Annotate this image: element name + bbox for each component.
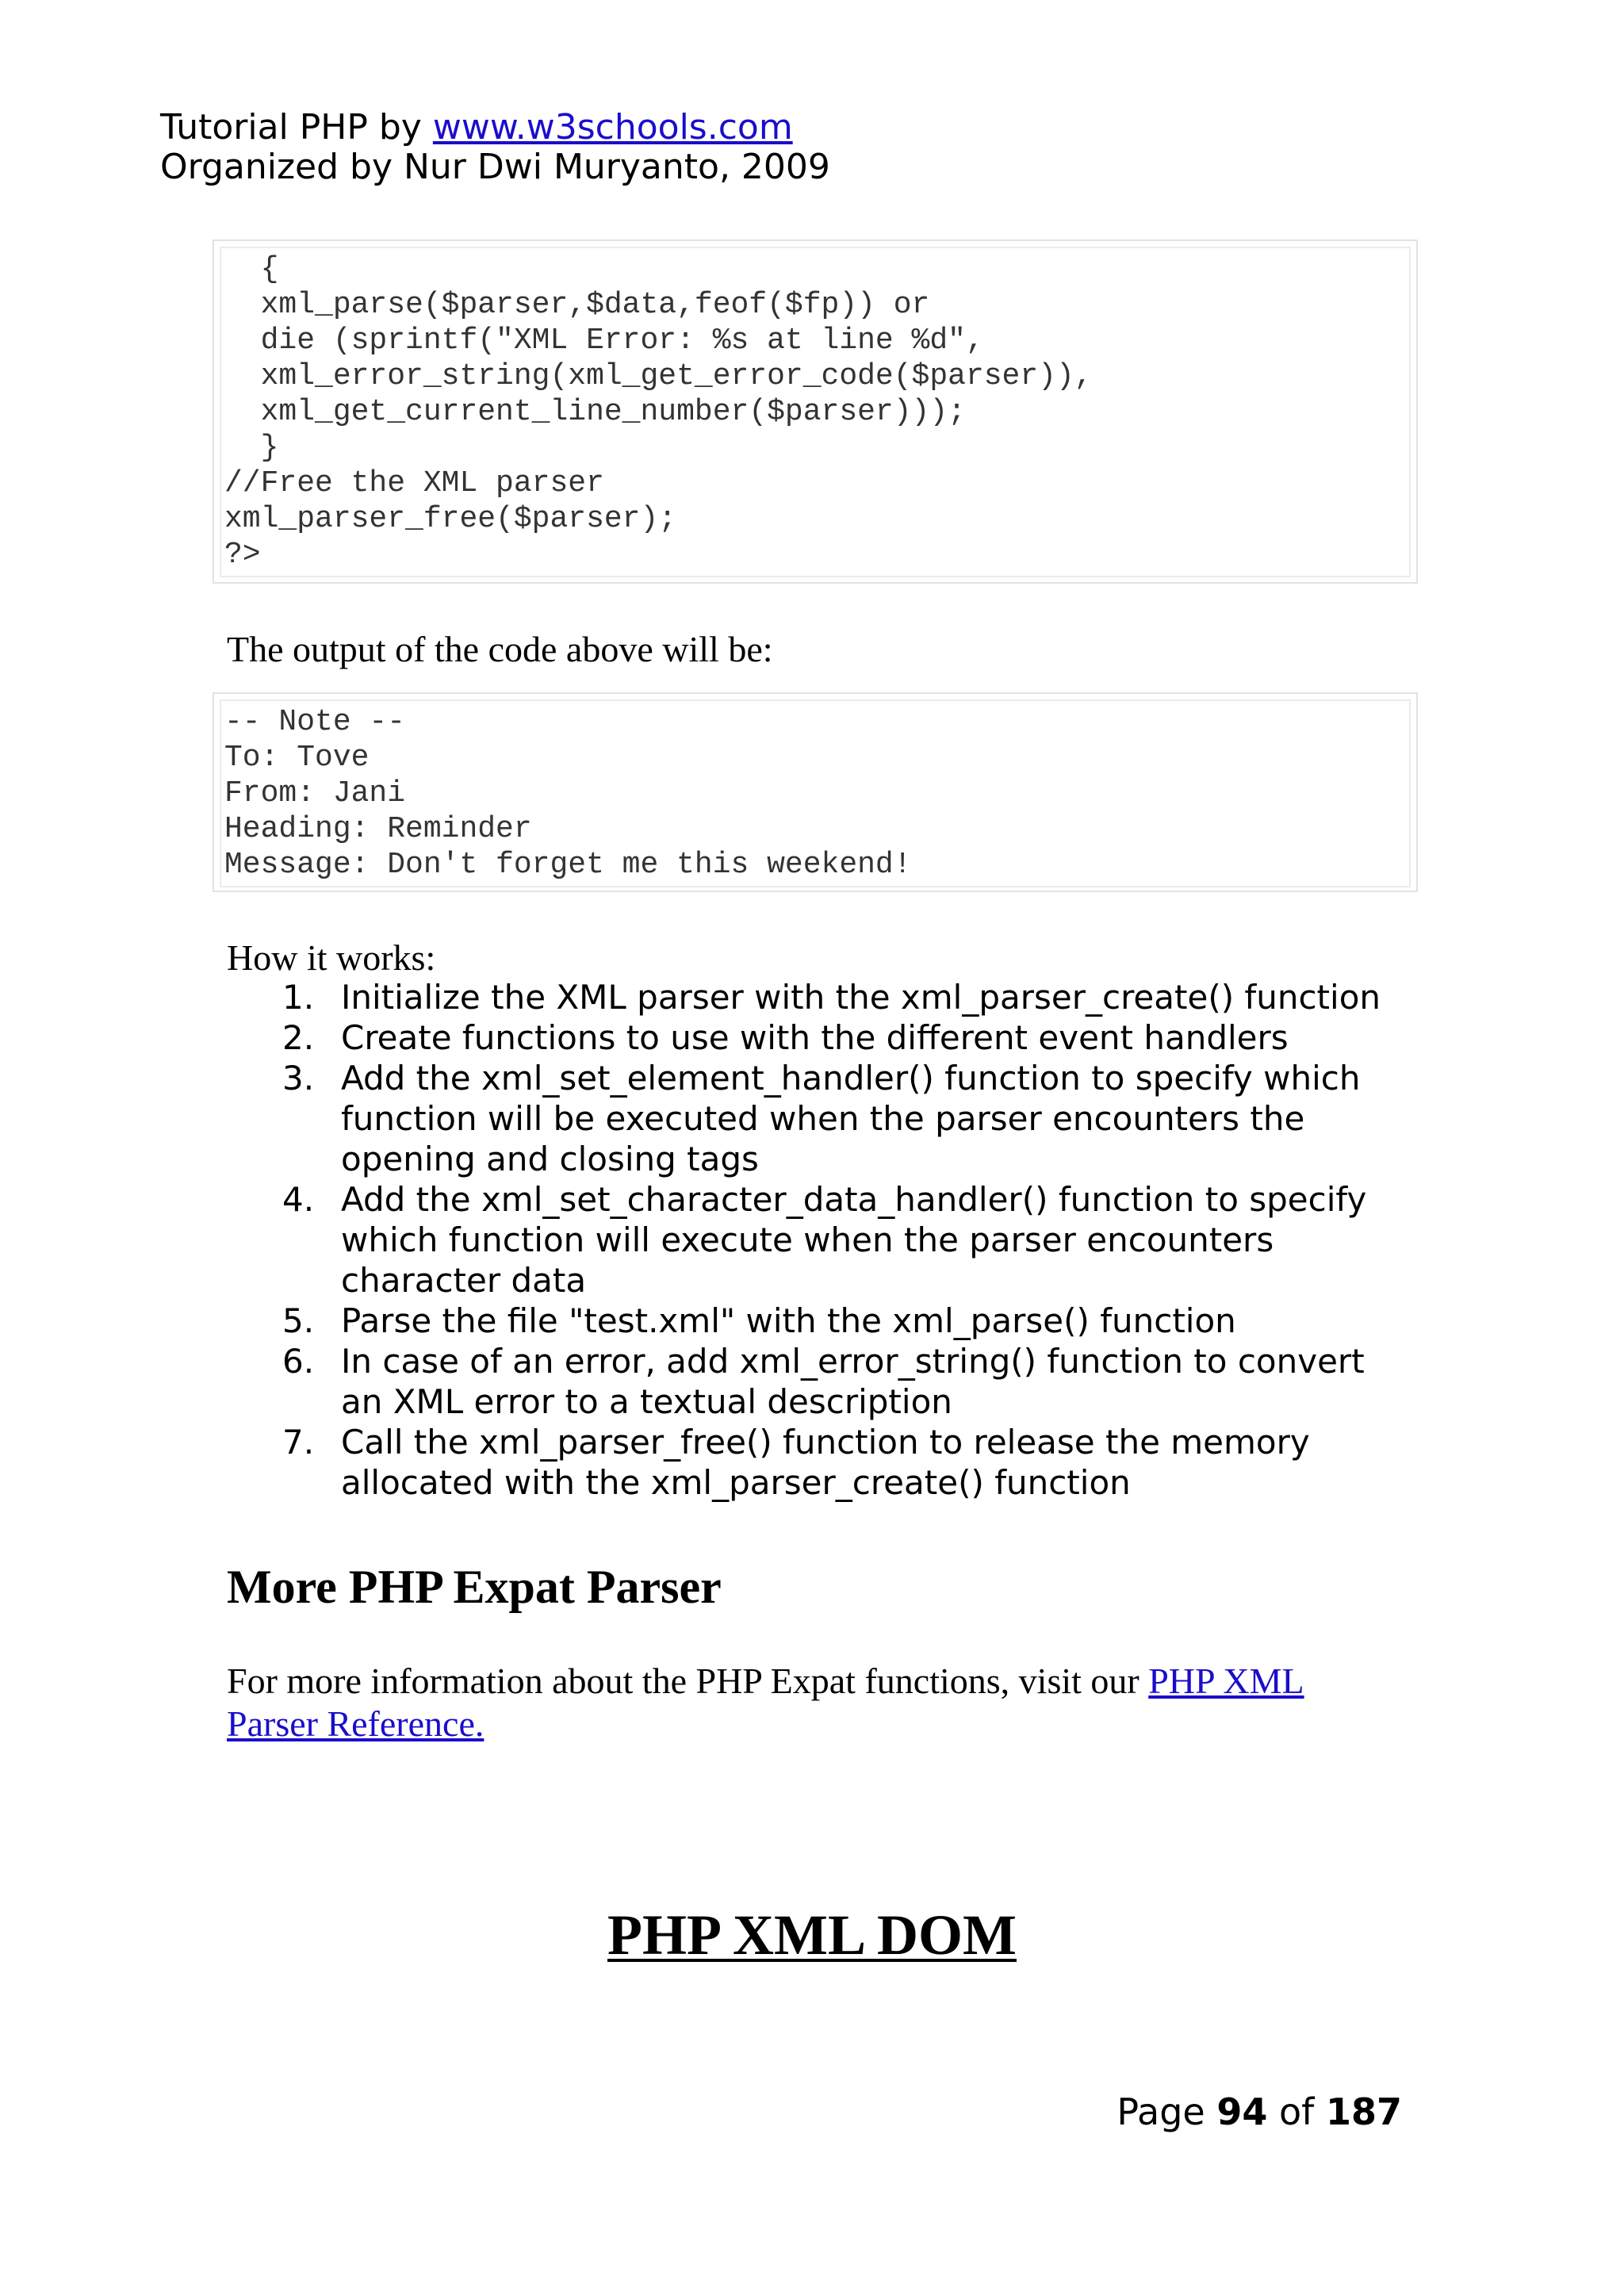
chapter-title [0, 1902, 1624, 1968]
step-number: 4. [282, 1180, 315, 1219]
of-label: of [1267, 2090, 1326, 2133]
section-heading-more-expat: More PHP Expat Parser [227, 1561, 722, 1613]
step-number: 5. [282, 1301, 315, 1340]
xml-parser-reference-link[interactable]: PHP XML Parser Reference. [227, 1661, 1304, 1744]
step-text: In case of an error, add xml_error_string() function to convert an XML error to a textual description [341, 1342, 1365, 1421]
page-label: Page [1116, 2090, 1217, 2133]
total-pages: 187 [1325, 2090, 1402, 2133]
list-item [270, 1058, 1404, 1179]
code-block [213, 239, 1418, 584]
chapter-title-text: PHP XML DOM [607, 1903, 1017, 1967]
step-text: Add the xml_set_character_data_handler() function to specify which function will execute when the parser encounters character data [341, 1180, 1367, 1300]
step-number: 3. [282, 1059, 315, 1098]
step-number: 2. [282, 1018, 315, 1057]
code-text: { xml_parse($parser,$data,feof($fp)) or die (sprintf("XML Error: %s at line %d", xml_error_string(xml_get_error_code($parser)), xml_get_current_line_number($parser))); } //Free the XML parser xml_parser_free($parser); ?> [224, 252, 1093, 572]
step-text: Initialize the XML parser with the xml_parser_create() function [341, 978, 1381, 1017]
more-info-paragraph [227, 1660, 1385, 1745]
how-it-works-heading: How it works: [227, 937, 436, 978]
page-header [160, 108, 830, 187]
header-prefix: Tutorial PHP by [160, 107, 433, 148]
list-item [270, 1179, 1404, 1301]
page-number: 94 [1216, 2090, 1268, 2133]
step-text: Create functions to use with the different event handlers [341, 1018, 1289, 1057]
header-line-2: Organized by Nur Dwi Muryanto, 2009 [160, 147, 830, 187]
more-info-text: For more information about the PHP Expat functions, visit our [227, 1661, 1149, 1701]
list-item [270, 1422, 1404, 1503]
list-item [270, 977, 1404, 1017]
steps-list [270, 977, 1404, 1503]
page-footer [1116, 2090, 1402, 2133]
output-block [213, 692, 1418, 892]
output-text: -- Note -- To: Tove From: Jani Heading: Reminder Message: Don't forget me this weekend! [224, 705, 912, 882]
step-number: 7. [282, 1423, 315, 1462]
list-item [270, 1301, 1404, 1341]
step-text: Add the xml_set_element_handler() function to specify which function will be executed when the parser encounters the opening and closing tags [341, 1059, 1361, 1178]
output-intro-text: The output of the code above will be: [227, 629, 773, 669]
step-number: 6. [282, 1342, 315, 1381]
step-text: Call the xml_parser_free() function to release the memory allocated with the xml_parser_create() function [341, 1423, 1310, 1502]
list-item [270, 1017, 1404, 1058]
w3schools-link[interactable]: www.w3schools.com [432, 107, 793, 148]
list-item [270, 1341, 1404, 1422]
step-number: 1. [282, 978, 315, 1017]
step-text: Parse the file "test.xml" with the xml_parse() function [341, 1301, 1236, 1340]
header-line-1 [160, 108, 830, 148]
